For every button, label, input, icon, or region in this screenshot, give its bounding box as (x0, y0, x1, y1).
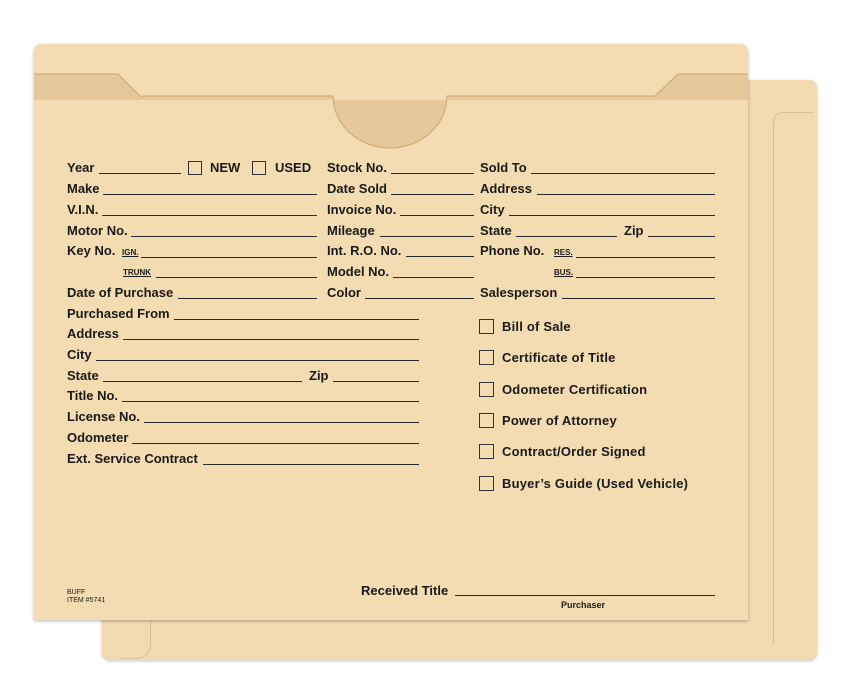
mileage-line[interactable] (380, 236, 474, 237)
int-ro-no-label: Int. R.O. No. (327, 243, 402, 258)
salesperson-line[interactable] (562, 298, 715, 299)
bus-label: BUS. (554, 268, 574, 277)
item-number-note: ITEM #5741 (67, 597, 106, 604)
phone-res-line[interactable] (576, 257, 715, 258)
certificate-of-title-checkbox[interactable] (479, 350, 494, 365)
int-ro-no-line[interactable] (406, 256, 474, 257)
date-of-purchase-line[interactable] (178, 298, 317, 299)
vin-line[interactable] (102, 215, 317, 216)
new-label: NEW (210, 160, 241, 175)
odometer-certification-checkbox[interactable] (479, 382, 494, 397)
power-of-attorney-label: Power of Attorney (502, 413, 617, 428)
city-line[interactable] (96, 360, 419, 361)
stock-no-label: Stock No. (327, 160, 387, 175)
motor-no-line[interactable] (131, 236, 317, 237)
phone-no-label: Phone No. (480, 243, 545, 258)
mileage-label: Mileage (327, 223, 375, 238)
date-sold-label: Date Sold (327, 181, 387, 196)
purchased-from-label: Purchased From (67, 306, 170, 321)
bill-of-sale-label: Bill of Sale (502, 319, 571, 334)
vin-label: V.I.N. (67, 202, 99, 217)
key-ign-line[interactable] (141, 257, 317, 258)
date-of-purchase-label: Date of Purchase (67, 285, 174, 300)
sold-to-line[interactable] (531, 173, 715, 174)
certificate-of-title-label: Certificate of Title (502, 350, 616, 365)
city-label: City (67, 347, 92, 362)
license-no-label: License No. (67, 409, 140, 424)
make-line[interactable] (103, 194, 317, 195)
odometer-label: Odometer (67, 430, 129, 445)
odometer-line[interactable] (132, 443, 419, 444)
model-no-line[interactable] (393, 277, 474, 278)
city-right-line[interactable] (509, 215, 715, 216)
motor-no-label: Motor No. (67, 223, 128, 238)
model-no-label: Model No. (327, 264, 390, 279)
contract-order-signed-label: Contract/Order Signed (502, 444, 646, 459)
res-label: RES. (554, 248, 573, 257)
year-line[interactable] (99, 173, 181, 174)
state-label: State (67, 368, 99, 383)
zip-label: Zip (309, 368, 329, 383)
stock-no-line[interactable] (391, 173, 474, 174)
power-of-attorney-checkbox[interactable] (479, 413, 494, 428)
ext-service-contract-label: Ext. Service Contract (67, 451, 198, 466)
title-no-label: Title No. (67, 388, 119, 403)
buyers-guide-checkbox[interactable] (479, 476, 494, 491)
address-label: Address (67, 326, 120, 341)
buyers-guide-label: Buyer’s Guide (Used Vehicle) (502, 476, 689, 491)
address-right-line[interactable] (537, 194, 715, 195)
trunk-label: TRUNK (123, 268, 151, 277)
license-no-line[interactable] (144, 422, 419, 423)
key-trunk-line[interactable] (156, 277, 317, 278)
zip-line[interactable] (333, 381, 419, 382)
new-checkbox[interactable] (188, 161, 202, 175)
state-line[interactable] (103, 381, 302, 382)
used-checkbox[interactable] (252, 161, 266, 175)
zip-right-line[interactable] (648, 236, 715, 237)
city-right-label: City (480, 202, 505, 217)
state-right-line[interactable] (516, 236, 617, 237)
make-label: Make (67, 181, 100, 196)
title-no-line[interactable] (122, 401, 419, 402)
purchased-from-line[interactable] (174, 319, 419, 320)
color-label: Color (327, 285, 361, 300)
zip-right-label: Zip (624, 223, 644, 238)
received-title-label: Received Title (361, 583, 449, 598)
odometer-certification-label: Odometer Certification (502, 382, 648, 397)
address-right-label: Address (480, 181, 533, 196)
year-label: Year (67, 160, 95, 175)
received-title-line[interactable] (455, 595, 715, 596)
state-right-label: State (480, 223, 512, 238)
used-label: USED (275, 160, 312, 175)
invoice-no-label: Invoice No. (327, 202, 397, 217)
address-line[interactable] (123, 339, 419, 340)
contract-order-signed-checkbox[interactable] (479, 444, 494, 459)
invoice-no-line[interactable] (400, 215, 474, 216)
salesperson-label: Salesperson (480, 285, 558, 300)
ext-service-contract-line[interactable] (203, 464, 419, 465)
buff-note: BUFF (67, 589, 86, 596)
ign-label: IGN. (122, 248, 139, 257)
bill-of-sale-checkbox[interactable] (479, 319, 494, 334)
sold-to-label: Sold To (480, 160, 527, 175)
purchaser-label: Purchaser (561, 600, 606, 610)
phone-bus-line[interactable] (576, 277, 715, 278)
color-line[interactable] (365, 298, 474, 299)
key-no-label: Key No. (67, 243, 116, 258)
date-sold-line[interactable] (391, 194, 474, 195)
